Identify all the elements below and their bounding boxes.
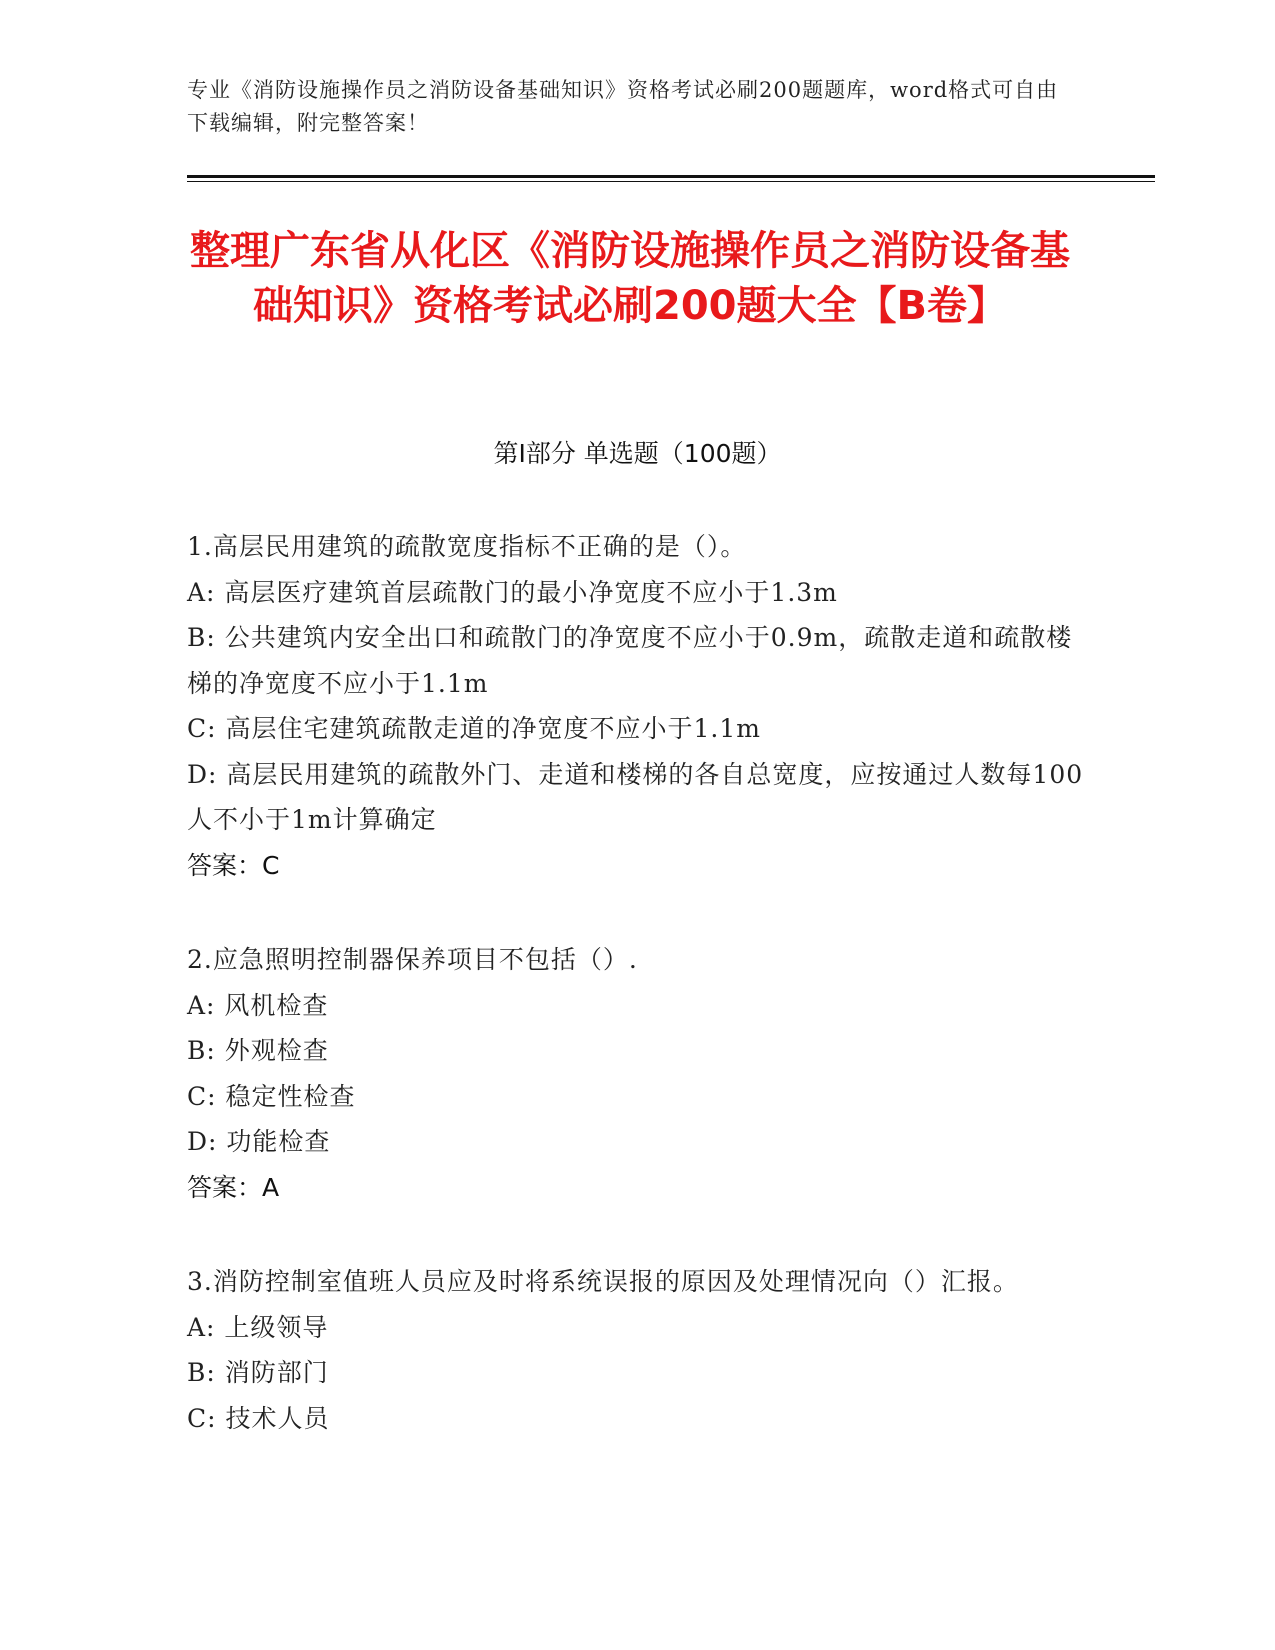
- option-c: C: 技术人员: [187, 1403, 330, 1433]
- question-stem: 3.消防控制室值班人员应及时将系统误报的原因及处理情况向（）汇报。: [187, 1267, 1019, 1296]
- question-1: [187, 524, 1087, 888]
- question-2: [187, 937, 1087, 1210]
- option-d: D: 功能检查: [187, 1127, 331, 1156]
- question-stem: 1.高层民用建筑的疏散宽度指标不正确的是（）。: [187, 532, 747, 561]
- option-b: B: 外观检查: [187, 1036, 329, 1065]
- option-b: B: 消防部门: [187, 1358, 329, 1387]
- option-a: A: 风机检查: [187, 990, 329, 1020]
- answer: 答案：A: [187, 1172, 280, 1202]
- section-heading: 第Ⅰ部分 单选题（100题）: [493, 439, 782, 468]
- option-d: D: 高层民用建筑的疏散外门、走道和楼梯的各自总宽度，应按通过人数每100人不小于1m计算确定: [187, 759, 1084, 834]
- question-list: [187, 524, 1087, 1490]
- option-c: C: 稳定性检查: [187, 1081, 356, 1111]
- option-a: A: 高层医疗建筑首层疏散门的最小净宽度不应小于1.3m: [187, 577, 838, 607]
- header-divider-thin: [187, 181, 1155, 182]
- header-divider-thick: [187, 175, 1155, 178]
- option-a: A: 上级领导: [187, 1312, 329, 1342]
- option-c: C: 高层住宅建筑疏散走道的净宽度不应小于1.1m: [187, 714, 761, 743]
- question-3: [187, 1259, 1087, 1441]
- document-title: 整理广东省从化区《消防设施操作员之消防设备基础知识》资格考试必刷200题大全【B卷】: [190, 228, 1070, 329]
- option-b: B: 公共建筑内安全出口和疏散门的净宽度不应小于0.9m，疏散走道和疏散楼梯的净宽度不应小于1.1m: [187, 623, 1073, 698]
- answer: 答案：C: [187, 850, 280, 880]
- question-stem: 2.应急照明控制器保养项目不包括（）.: [187, 945, 638, 974]
- header-note: 专业《消防设施操作员之消防设备基础知识》资格考试必刷200题题库，word格式可自由下载编辑，附完整答案！: [187, 78, 1059, 135]
